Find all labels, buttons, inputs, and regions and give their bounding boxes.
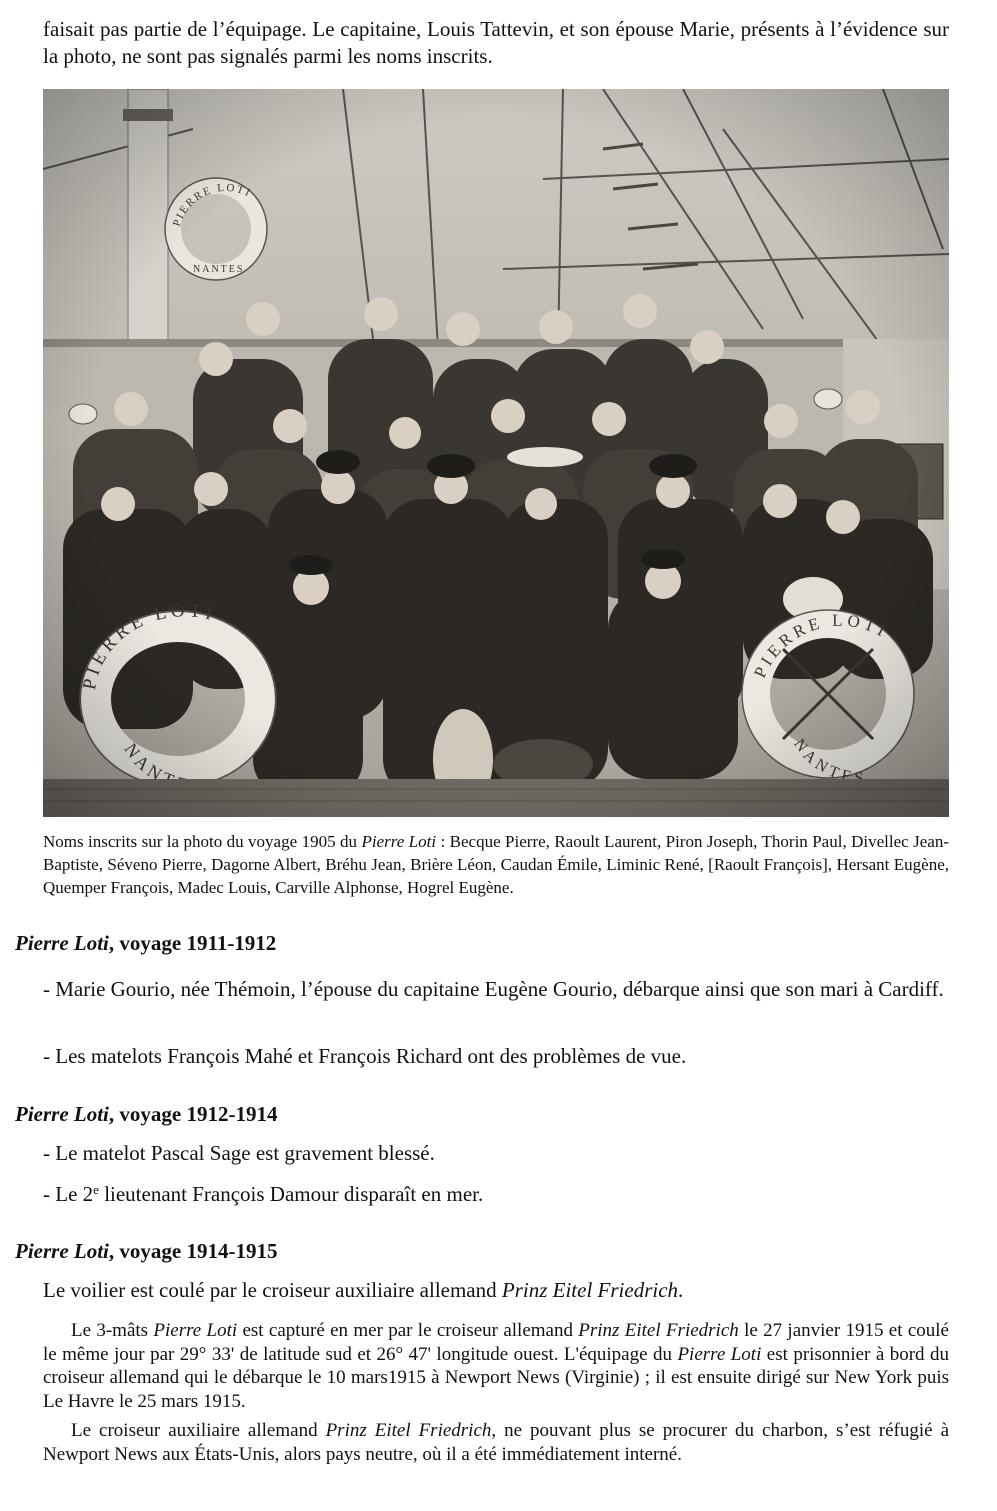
intro-paragraph: faisait pas partie de l’équipage. Le capitaine, Louis Tattevin, et son épouse Marie, présents à l’évidence sur la photo, ne sont pas signalés parmi les noms inscrits. — [43, 17, 949, 68]
p1-ship1: Pierre Loti — [153, 1320, 238, 1341]
body-paragraph-interned — [43, 1419, 949, 1466]
lead-after: . — [678, 1278, 684, 1302]
heading-1914-ship: Pierre Loti — [15, 1239, 109, 1263]
p1-b: est capturé en mer par le croiseur allemand — [237, 1320, 579, 1341]
p1-d: est prisonnier à bord du croiseur allemand qui le débarque le 10 mars1915 à Newport News (Virginie) ; il est ensuite dirigé sur New York puis Le Havre le 25 mars 1915. — [43, 1343, 949, 1412]
heading-1911-ship: Pierre Loti — [15, 931, 109, 955]
section-heading-1912 — [15, 1101, 277, 1128]
item-1911-gourio: - Marie Gourio, née Thémoin, l’épouse du capitaine Eugène Gourio, débarque ainsi que son mari à Cardiff. — [43, 977, 944, 1001]
p1-ship3: Pierre Loti — [677, 1343, 762, 1365]
lead-ship: Prinz Eitel Friedrich — [501, 1278, 679, 1302]
heading-1911-rest: , voyage 1911-1912 — [108, 931, 277, 955]
p2-ship: Prinz Eitel Friedrich — [325, 1420, 492, 1441]
section-1914-lead — [43, 1277, 949, 1304]
caption-names: : Becque Pierre, Raoult Laurent, Piron Joseph, Thorin Paul, Divellec Jean-Baptiste, Séveno Pierre, Dagorne Albert, Bréhu Jean, Brière Léon, Caudan Émile, Liminic René, [Raoult François], Hersant Eugène, Quemper François, Madec Louis, Carville Alphonse, Hogrel Eugène. — [43, 832, 950, 897]
p1-ship2: Prinz Eitel Friedrich — [578, 1320, 739, 1341]
heading-1912-ship: Pierre Loti — [15, 1102, 109, 1126]
section-heading-1911 — [15, 930, 276, 957]
item-1912-damour-after: lieutenant François Damour disparaît en mer. — [98, 1182, 484, 1206]
photo-caption — [43, 830, 949, 899]
p1-c: le 27 janvier 1915 et coulé le même jour par 29° 33' de latitude sud et 26° 47' longitude ouest. L'équipage du — [43, 1320, 949, 1365]
item-1912-sage: - Le matelot Pascal Sage est gravement blessé. — [43, 1141, 435, 1165]
item-1912-damour-sup: e — [93, 1182, 99, 1197]
body-paragraph-capture — [43, 1319, 949, 1413]
item-1912-damour — [43, 1181, 949, 1208]
item-1912-damour-before: - Le 2 — [43, 1182, 94, 1206]
section-heading-1914 — [15, 1238, 277, 1265]
p2-b: , ne pouvant plus se procurer du charbon, s’est réfugié à Newport News aux États-Unis, alors pays neutre, où il a été immédiatement interné. — [43, 1420, 949, 1465]
crew-photo — [43, 89, 949, 817]
caption-prefix: Noms inscrits sur la photo du voyage 1905 du — [43, 832, 362, 851]
lead-before: Le voilier est coulé par le croiseur auxiliaire allemand — [43, 1278, 502, 1302]
p2-a: Le croiseur auxiliaire allemand — [71, 1420, 326, 1441]
item-1911-matelots: - Les matelots François Mahé et François Richard ont des problèmes de vue. — [43, 1044, 687, 1068]
heading-1914-rest: , voyage 1914-1915 — [108, 1239, 278, 1263]
caption-ship: Pierre Loti — [361, 832, 437, 851]
heading-1912-rest: , voyage 1912-1914 — [108, 1102, 278, 1126]
p1-a: Le 3-mâts — [71, 1320, 154, 1341]
